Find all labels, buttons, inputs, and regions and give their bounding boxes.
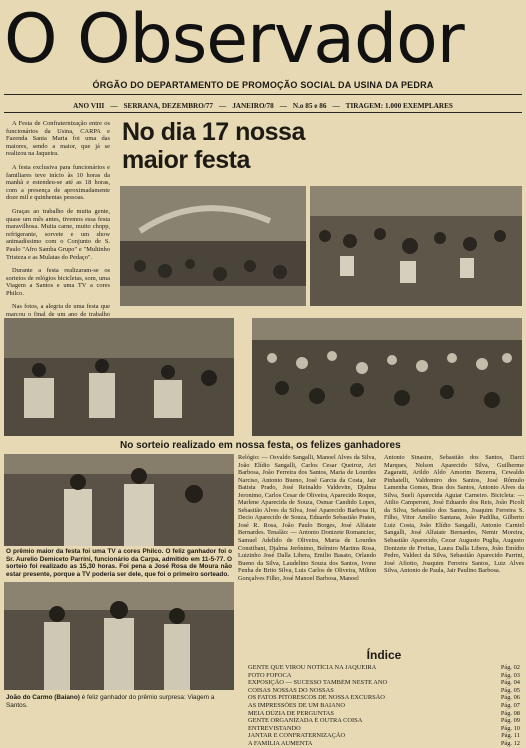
index-item[interactable]: GENTE ORGANIZADA É OUTRA COISA Pág. 09 [248,717,520,725]
index-item[interactable]: EXPOSIÇÃO — SUCESSO TAMBÉM NESTE ANO Pág. 04 [248,679,520,687]
index-item[interactable]: ENTREVISTANDO Pág. 10 [248,724,520,732]
issue-line: ANO VIII — SERRANA, DEZEMBRO/77 — JANEIRO/78 — N.o 85 e 86 — TIRAGEM: 1.000 EXEMPLARES [73,102,453,110]
index-box [248,648,520,747]
newspaper-subtitle: ÓRGÃO DO DEPARTAMENTO DE PROMOÇÃO SOCIAL DA USINA DA PEDRA [92,80,434,90]
intro-paragraph: A Festa de Confraternização entre os funcionários da Usina, CARPA e Fazenda Santa Maria foi uma das maiores, sendo a maior, que já se realizou na Jaqueira. [6,120,110,158]
photo-dining-hall [4,318,234,436]
index-item[interactable]: JANTAR E CONFRATERNIZAÇÃO Pág. 11 [248,732,520,740]
intro-article [6,120,110,332]
photo-tv-winner [4,454,234,546]
winners-column-2: Antonio Sinastre, Sebastião dos Santos, Darci Marques, Nelson Aparecido Silva, Guilherme Zagaratti, Arildo Aldo Amorim Bezerra, Cewaldo Pinhatelli, Valdomiro dos Santos, José Rômulo Lamenha Gomes, Bras dos Santos, Antonio Alves da Silva, Sueli Aparecida Aguiar Carneiro. Bicicleta: — Atilio Camperoni, José Eduardo dos Reis, João Picoli da Silva, Sebastião dos Santos, Joaquim Ferreira S. Filho, Vitor Amélio Santana, João Padilha, Gilberto Luiz Costa, João Elídio Sangalli, Antonio Carniel Sangalli, José Alfaiate Bernardes, Nemir Moreira, Sebastião Aparecido, Cezar Augusto Puglia, Augusto Donizete de Freitas, Laura Dalla Libera, João Emídio Pedro, Valdeci da Silva, Sebastião Aparecido Parrini, José Afiotto, Joaquim Ferreira Santos, Luiz Alves Silva, Antonio de Paula, Jair Paulino Barbosa. [384,454,524,575]
issue-month: JANEIRO/78 [232,102,274,110]
index-item[interactable]: COISAS NOSSAS DO NOSSAS Pág. 05 [248,686,520,694]
trip-winner-name: João do Carmo (Baiano) [6,694,80,701]
index-item[interactable]: AS IMPRESSÕES DE UM BAIANO Pág. 07 [248,701,520,709]
winners-section-caption: No sorteio realizado em nossa festa, os felizes ganhadores [120,440,401,451]
index-item[interactable]: A FAMÍLIA AUMENTA Pág. 12 [248,739,520,747]
trip-winner-caption [6,694,232,709]
intro-paragraph: Nas fotos, a alegria de uma festa que marcou o final de um ano de trabalho [6,303,110,319]
intro-paragraph: Graças ao trabalho de muita gente, quase um mês antes, tivemos essa festa maravilhosa. Muita carne, muito chopp, refrigerante, sorvete e um show animadíssimo com o Conjunto de S. Paulo "Afro Samba Grupo" e "Multinho Tristeza e as Mulatas do Pedaço". [6,207,110,261]
index-item[interactable]: OS FATOS PITORESCOS DE NOSSA EXCURSÃO Pág. 06 [248,694,520,702]
masthead-rule-bottom [4,112,522,113]
photo-large-crowd [252,318,522,436]
newspaper-title: O Observador [4,0,464,79]
winners-column-1: Relógio: — Osvaldo Sangalli, Manoel Alves da Silva, João Elídio Sangalli, Carlos Cesar Queiroz, Ari Barbosa, João Ferreira dos Santos, Maria de Lourdes Narciso, Antonio Bueno, José Garcia da Costa, Jair Batista Prado, José Reinaldo Valdevite, Djalma Jeronimo, Carlos Cesar de Oliveira, Aparecido Roque, Marlene Aparecida de Souza, Osmar Candido Lopes, Sebastião Alves da Silva, José Aparecido Barbosa II, Decio Aparecido de Souza, Eduardo Sebastião Prates, José R. Rosa, João Paulo Borges, José Alfaiate Bernardes. Tenalão: — Antonio Donizete Romanciuc, Samuel Adelido de Oliveira, Maria de Lourdes Constibani, Djalma Jerônimo, Belmiro Martins Rosa, Luizinho José Dalla Libera, Emilio Basato, Orlando Bueno da Silva, Laudelino Souza dos Santos, Ivone Fenha de Brito Silva, Luis Carlos de Oliveira, Milton Gonçalves Filho, José Manoel Barbosa, Manoel [238,454,376,582]
issue-number: N.o 85 e 86 [292,102,327,110]
issue-date: SERRANA, DEZEMBRO/77 [123,102,213,110]
intro-paragraph: Durante a festa realizaram-se os sorteios de relógios bicicletas, som, uma Viagem a Santos e uma TV a cores Philco. [6,267,110,297]
masthead [0,0,526,110]
prize-text: O prêmio maior da festa foi uma TV a cores Philco. O feliz ganhador foi o Sr. Aurelio Demiceto Parrini, funcionário da Carpa, admitido em 11-5-77. O sorteio foi realizado as 15,30 horas. Foi pena a José Rosa de Moura não estar presente, porque a TV poderia ser dele, que foi o primeiro sorteado. [6,548,232,578]
trip-winner-text: é feliz ganhador do prêmio surpresa: Viagem a Santos. [6,694,215,709]
photo-crowd-seated [310,186,522,306]
headline: No dia 17 nossa maior festa [122,118,305,174]
index-item[interactable]: FOTO FOFOCA Pág. 03 [248,671,520,679]
photo-trip-winner [4,582,234,690]
issue-print-run: TIRAGEM: 1.000 EXEMPLARES [345,102,453,110]
index-item[interactable]: MEIA DÚZIA DE PERGUNTAS Pág. 08 [248,709,520,717]
issue-year: ANO VIII [73,102,105,110]
index-item[interactable]: GENTE QUE VIROU NOTÍCIA NA JAQUEIRA Pág. 02 [248,664,520,671]
index-title: Índice [344,649,424,662]
masthead-rule-top [4,94,522,95]
index-list [248,664,520,748]
photo-water-spray-crowd [120,186,306,306]
winners-list [238,454,524,650]
intro-paragraph: A festa exclusiva para funcionários e familiares teve início às 10 horas da manhã e estendeu-se até as 18 horas, com a presença de aproximadamente doze mil e quinhentas pessoas. [6,163,110,202]
